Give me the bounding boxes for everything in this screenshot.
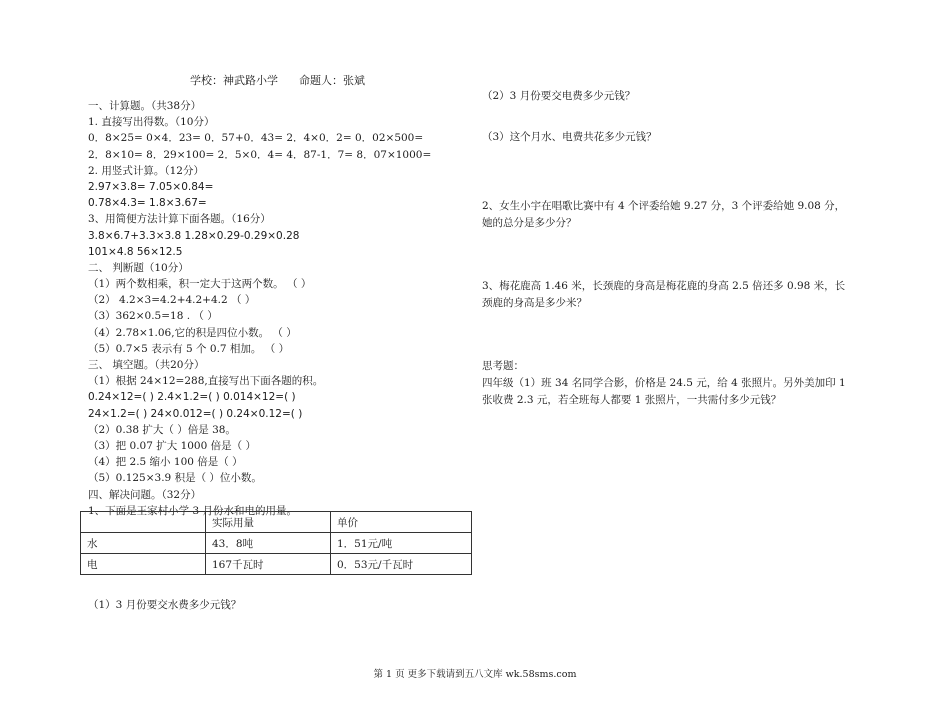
table-header-row bbox=[81, 512, 472, 533]
exam-header bbox=[190, 72, 365, 88]
thinking-title: 思考题： bbox=[482, 360, 524, 372]
page-footer: 第 1 页 更多下载请到五八文库 wk.58sms.com bbox=[373, 669, 577, 680]
table-cell: 电 bbox=[81, 554, 206, 575]
section-3-title: 三、 填空题。（共20分） bbox=[88, 359, 205, 371]
question-water-fee: （1）3 月份要交水费多少元钱？ bbox=[88, 599, 242, 611]
school-name: 学校：神武路小学 bbox=[190, 74, 278, 87]
table-header-cell: 实际用量 bbox=[206, 512, 331, 533]
problem-1-intro: 1、下面是王家村小学 3 月份水和电的用量。 bbox=[88, 504, 298, 517]
subsection-1-2: 2. 用竖式计算。（12分） bbox=[88, 164, 204, 177]
question-total-fee: （3）这个月水、电费共花多少元钱？ bbox=[482, 131, 657, 143]
fill-item-4: （4）把 2.5 缩小 100 倍是（ ） bbox=[88, 456, 243, 469]
fill-item-5: （5）0.125×3.9 积是（ ）位小数。 bbox=[88, 472, 262, 485]
thinking-line-1: 四年级（1）班 34 名同学合影，价格是 24.5 元，给 4 张照片。另外美加印 1 bbox=[482, 377, 846, 389]
subsection-1-3: 3、用简便方法计算下面各题。（16分） bbox=[88, 213, 271, 226]
simplify-calc-row-2: 101×4.8 56×12.5 bbox=[88, 245, 183, 258]
thinking-line-2: 张收费 2.3 元，若全班每人都要 1 张照片，一共需付多少元钱？ bbox=[482, 394, 782, 406]
question-electric-fee: （2）3 月份要交电费多少元钱？ bbox=[482, 90, 636, 102]
table-header-cell: 单价 bbox=[331, 512, 472, 533]
problem-2 bbox=[482, 198, 872, 232]
left-column bbox=[88, 98, 478, 519]
problem-2-line-2: 她的总分是多少分？ bbox=[482, 217, 577, 229]
table-cell: 43．8吨 bbox=[206, 533, 331, 554]
problem-2-line-1: 2、女生小宇在唱歌比赛中有 4 个评委给她 9.27 分，3 个评委给她 9.08 分， bbox=[482, 200, 846, 212]
table-cell: 0．53元/千瓦时 bbox=[331, 554, 472, 575]
problem-3-line-1: 3、梅花鹿高 1.46 米，长颈鹿的身高是梅花鹿的身高 2.5 倍还多 0.98 米，长 bbox=[482, 280, 846, 292]
fill-item-3: （3）把 0.07 扩大 1000 倍是（ ） bbox=[88, 439, 256, 452]
vertical-calc-row-1: 2.97×3.8= 7.05×0.84= bbox=[88, 180, 214, 193]
judge-item-4: （4）2.78×1.06,它的积是四位小数。 （ ） bbox=[88, 326, 297, 339]
fill-item-2: （2）0.38 扩大（ ）倍是 38。 bbox=[88, 423, 236, 436]
judge-item-2: （2） 4.2×3=4.2+4.2+4.2 （ ） bbox=[88, 294, 256, 307]
oral-calc-row-2: 2．8×10= 8．29×100= 2．5×0．4= 4．87-1．7= 8．07×1000= bbox=[88, 148, 432, 161]
table-cell: 1．51元/吨 bbox=[331, 533, 472, 554]
table-row bbox=[81, 554, 472, 575]
section-2-title: 二、 判断题（10分） bbox=[88, 261, 189, 274]
fill-item-1-row-1: 0.24×12=( ) 2.4×1.2=( ) 0.014×12=( ) bbox=[88, 391, 296, 404]
usage-table bbox=[80, 511, 472, 575]
table-cell: 水 bbox=[81, 533, 206, 554]
oral-calc-row-1: 0．8×25= 0×4．23= 0．57+0．43= 2．4×0．2= 0．02×500= bbox=[88, 132, 424, 145]
judge-item-1: （1）两个数相乘，积一定大于这两个数。 （ ） bbox=[88, 278, 312, 291]
table-header-cell bbox=[81, 512, 206, 533]
vertical-calc-row-2: 0.78×4.3= 1.8×3.67= bbox=[88, 197, 207, 210]
table-cell: 167千瓦时 bbox=[206, 554, 331, 575]
problem-3-line-2: 颈鹿的身高是多少米？ bbox=[482, 297, 587, 309]
thinking-problem bbox=[482, 358, 872, 409]
judge-item-5: （5）0.7×5 表示有 5 个 0.7 相加。 （ ） bbox=[88, 342, 290, 355]
table-row bbox=[81, 533, 472, 554]
judge-item-3: （3）362×0.5=18 . （ ） bbox=[88, 310, 218, 323]
problem-3 bbox=[482, 278, 872, 312]
simplify-calc-row-1: 3.8×6.7+3.3×3.8 1.28×0.29-0.29×0.28 bbox=[88, 229, 300, 242]
right-column bbox=[482, 88, 872, 409]
author-name: 命题人：张斌 bbox=[299, 74, 365, 87]
fill-item-1-row-2: 24×1.2=( ) 24×0.012=( ) 0.24×0.12=( ) bbox=[88, 407, 303, 420]
fill-item-1: （1）根据 24×12=288,直接写出下面各题的积。 bbox=[88, 375, 324, 388]
subsection-1-1: 1. 直接写出得数。（10分） bbox=[88, 116, 215, 129]
section-4-title: 四、解决问题。（32分） bbox=[88, 488, 202, 501]
section-1-title: 一、计算题。（共38分） bbox=[88, 100, 202, 112]
